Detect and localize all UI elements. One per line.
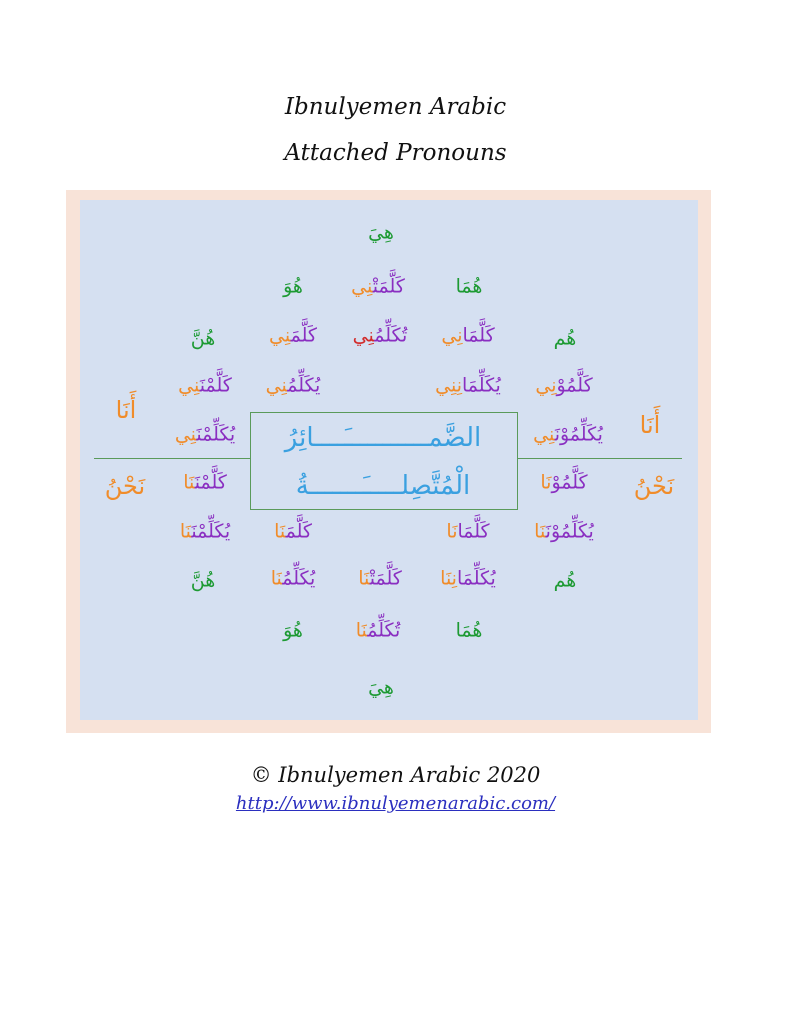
word-yukallimuna: يُكَلِّمُنَا	[270, 567, 316, 590]
word-yukallimunana: يُكَلِّمُوْنَنَا	[534, 520, 594, 543]
center-title-line1: الضَّمـــــــــــَــــائِرُ	[284, 423, 482, 453]
word-kallamatna: كَلَّمَتْنَا	[358, 567, 402, 590]
word-kallamuna: كَلَّمُوْنَا	[540, 471, 588, 494]
word-yukallimanana: يُكَلِّمَانِنَا	[440, 567, 496, 590]
pronoun-huwa-bottom: هُوَ	[283, 619, 303, 642]
word-kallamnana: كَلَّمْنَنَا	[183, 471, 227, 494]
page-title: Ibnulyemen Arabic	[284, 94, 507, 120]
word-kallamani: كَلَّمَانِي	[441, 324, 495, 347]
word-kallamnani: كَلَّمْنَنِي	[178, 374, 232, 397]
word-kallamana-right: كَلَّمَانَا	[446, 520, 490, 543]
word-kallamatni: كَلَّمَتْنِي	[351, 275, 405, 298]
copyright-notice: © Ibnulyemen Arabic 2020	[250, 763, 541, 787]
divider-left	[94, 458, 250, 459]
page-subtitle: Attached Pronouns	[284, 140, 507, 166]
pronoun-hiya-top: هِيَ	[368, 221, 394, 244]
word-tukallimuna: تُكَلِّمُنَا	[355, 619, 401, 642]
word-yukallimnana: يُكَلِّمْنَنَا	[179, 520, 231, 543]
divider-right	[518, 458, 682, 459]
center-title-line2: الْمُتَّصِلـــــَـــــــةُ	[295, 471, 471, 501]
word-kallamani2: كَلَّمَنِي	[269, 324, 317, 347]
word-yukallimunani: يُكَلِّمُوْنَنِي	[533, 423, 603, 446]
pronoun-huwa-top: هُوَ	[283, 275, 303, 298]
website-link[interactable]: http://www.ibnulyemenarabic.com/	[235, 793, 556, 814]
pronoun-hum-top: هُم	[553, 327, 577, 350]
pronoun-ana-left: أَنَا	[115, 396, 137, 424]
pronoun-hunna-bottom: هُنَّ	[190, 569, 216, 592]
word-tukallimuni: تُكَلِّمُنِي	[352, 324, 408, 347]
word-yukallimanini: يُكَلِّمَانِنِي	[435, 374, 501, 397]
pronoun-huma-top: هُمَا	[455, 275, 483, 298]
word-yukallimnani: يُكَلِّمْنَنِي	[174, 423, 236, 446]
pronoun-huma-bottom: هُمَا	[455, 619, 483, 642]
pronoun-nahnu-right: نَحْنُ	[633, 472, 675, 500]
word-yukallimuni: يُكَلِّمُنِي	[265, 374, 321, 397]
word-kallamuni: كَلَّمُوْنِي	[535, 374, 593, 397]
pronoun-hum-bottom: هُم	[553, 569, 577, 592]
word-kallamana-left: كَلَّمَنَا	[274, 520, 312, 543]
pronoun-nahnu-left: نَحْنُ	[104, 472, 146, 500]
pronoun-ana-right: أَنَا	[639, 411, 661, 439]
pronoun-hiya-bottom: هِيَ	[368, 676, 394, 699]
pronoun-hunna-top: هُنَّ	[190, 327, 216, 350]
